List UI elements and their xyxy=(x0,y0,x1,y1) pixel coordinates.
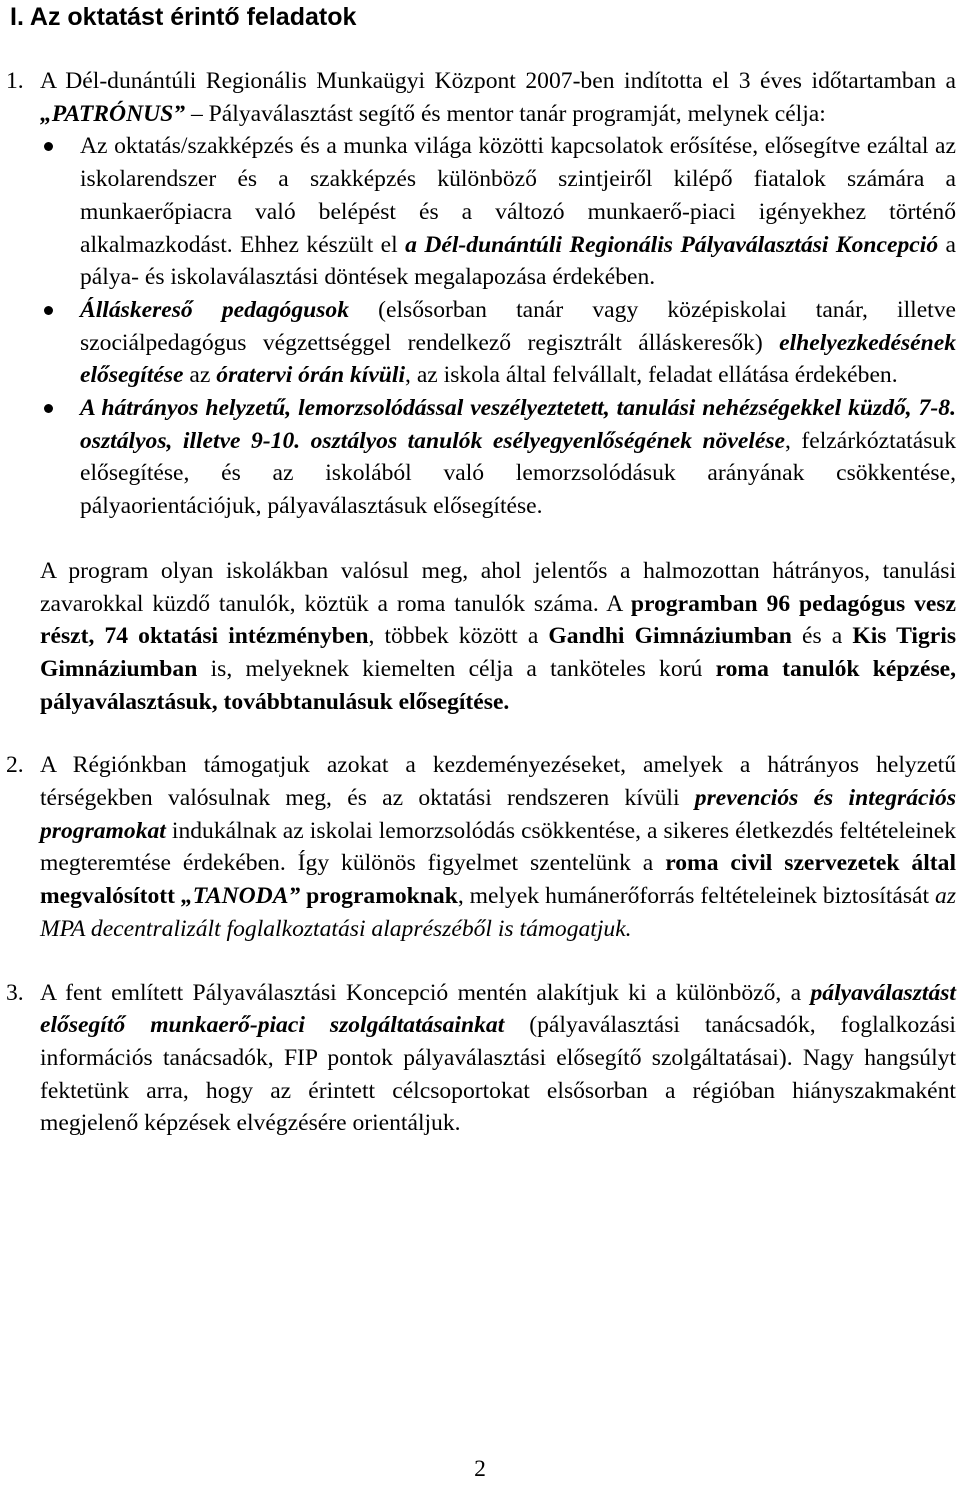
item1-intro: A Dél-dunántúli Regionális Munkaügyi Központ 2007-ben indította el 3 éves időtartamban a „PATRÓNUS” – Pályaválasztást segítő és mentor tanár programját, melynek célja: xyxy=(40,68,956,127)
section-heading: I. Az oktatást érintő feladatok xyxy=(10,3,357,31)
goal-bullet-2: Álláskereső pedagógusok (elsősorban tanár vagy középiskolai tanár, illetve szociálpedagógus végzettséggel rendelkező regisztrált álláskeresők) elhelyezkedésének elősegítése az óratervi órán kívüli, az iskola által felvállalt, feladat ellátása érdekében. xyxy=(40,294,956,392)
item-number: 1. xyxy=(6,68,24,94)
item-number: 3. xyxy=(6,979,24,1006)
patronus-title: „PATRÓNUS” xyxy=(40,100,186,127)
list-item-3 xyxy=(6,977,956,1141)
item-number: 2. xyxy=(6,752,24,779)
bullet-dot-icon xyxy=(44,306,53,315)
goal-bullet-3: A hátrányos helyzetű, lemorzsolódással veszélyeztetett, tanulási nehézségekkel küzdő, 7-8. osztályos, illetve 9-10. osztályos tanulók esélyegyenlőségének növelése, felzárkóztatásuk elősegítése, és az iskolából való lemorzsolódásuk arányának csökkentése, pályaorientációjuk, pályaválasztásuk elősegítése. xyxy=(40,392,956,523)
list-item-2 xyxy=(6,749,956,945)
item3-paragraph: A fent említett Pályaválasztási Koncepció mentén alakítjuk ki a különböző, a pályaválasztást elősegítő munkaerő-piaci szolgáltatásainkat (pályaválasztási tanácsadók, foglalkozási információs tanácsadók, FIP pontok pályaválasztási elősegítő szolgáltatásai). Nagy hangsúlyt fektetünk arra, hogy az érintett célcsoportokat elsősorban a régióban hiányszakmaként megjelenő képzések elvégzésére orientáljuk. xyxy=(40,979,956,1137)
bullet-dot-icon xyxy=(44,404,53,413)
program-paragraph: A program olyan iskolákban valósul meg, ahol jelentős a halmozottan hátrányos, tanulási zavarokkal küzdő tanulók, köztük a roma tanulók száma. A programban 96 pedagógus vesz részt, 74 oktatási intézményben, többek között a Gandhi Gimnáziumban és a Kis Tigris Gimnáziumban is, melyeknek kiemelten célja a tanköteles korú roma tanulók képzése, pályaválasztásuk, továbbtanulásuk elősegítése. xyxy=(40,557,956,715)
bullet-dot-icon xyxy=(44,142,53,151)
item2-paragraph: A Régiónkban támogatjuk azokat a kezdeményezéseket, amelyek a hátrányos helyzetű térségekben valósulnak meg, és az oktatási rendszeren kívüli prevenciós és integrációs programokat indukálnak az iskolai lemorzsolódás csökkentése, a sikeres életkezdés feltételeinek megteremtése érdekében. Így különös figyelmet szentelünk a roma civil szervezetek által megvalósított „TANODA” programoknak, melyek humánerőforrás feltételeinek biztosítását az MPA decentralizált foglalkoztatási alaprészéből is támogatjuk. xyxy=(40,752,956,942)
list-item-1 xyxy=(6,65,957,718)
document-page xyxy=(6,0,957,1140)
goal-bullet-1: Az oktatás/szakképzés és a munka világa közötti kapcsolatok erősítése, elősegítve ezáltal az iskolarendszer és a szakképzés különböző szintjeiről kilépő fiatalok számára a munkaerőpiacra való belépést és a változó munkaerő-piaci igényekhez történő alkalmazkodást. Ehhez készült el a Dél-dunántúli Regionális Pályaválasztási Koncepció a pálya- és iskolaválasztási döntések megalapozása érdekében. xyxy=(40,130,956,294)
page-number: 2 xyxy=(474,1456,486,1482)
goal-list xyxy=(40,130,956,522)
